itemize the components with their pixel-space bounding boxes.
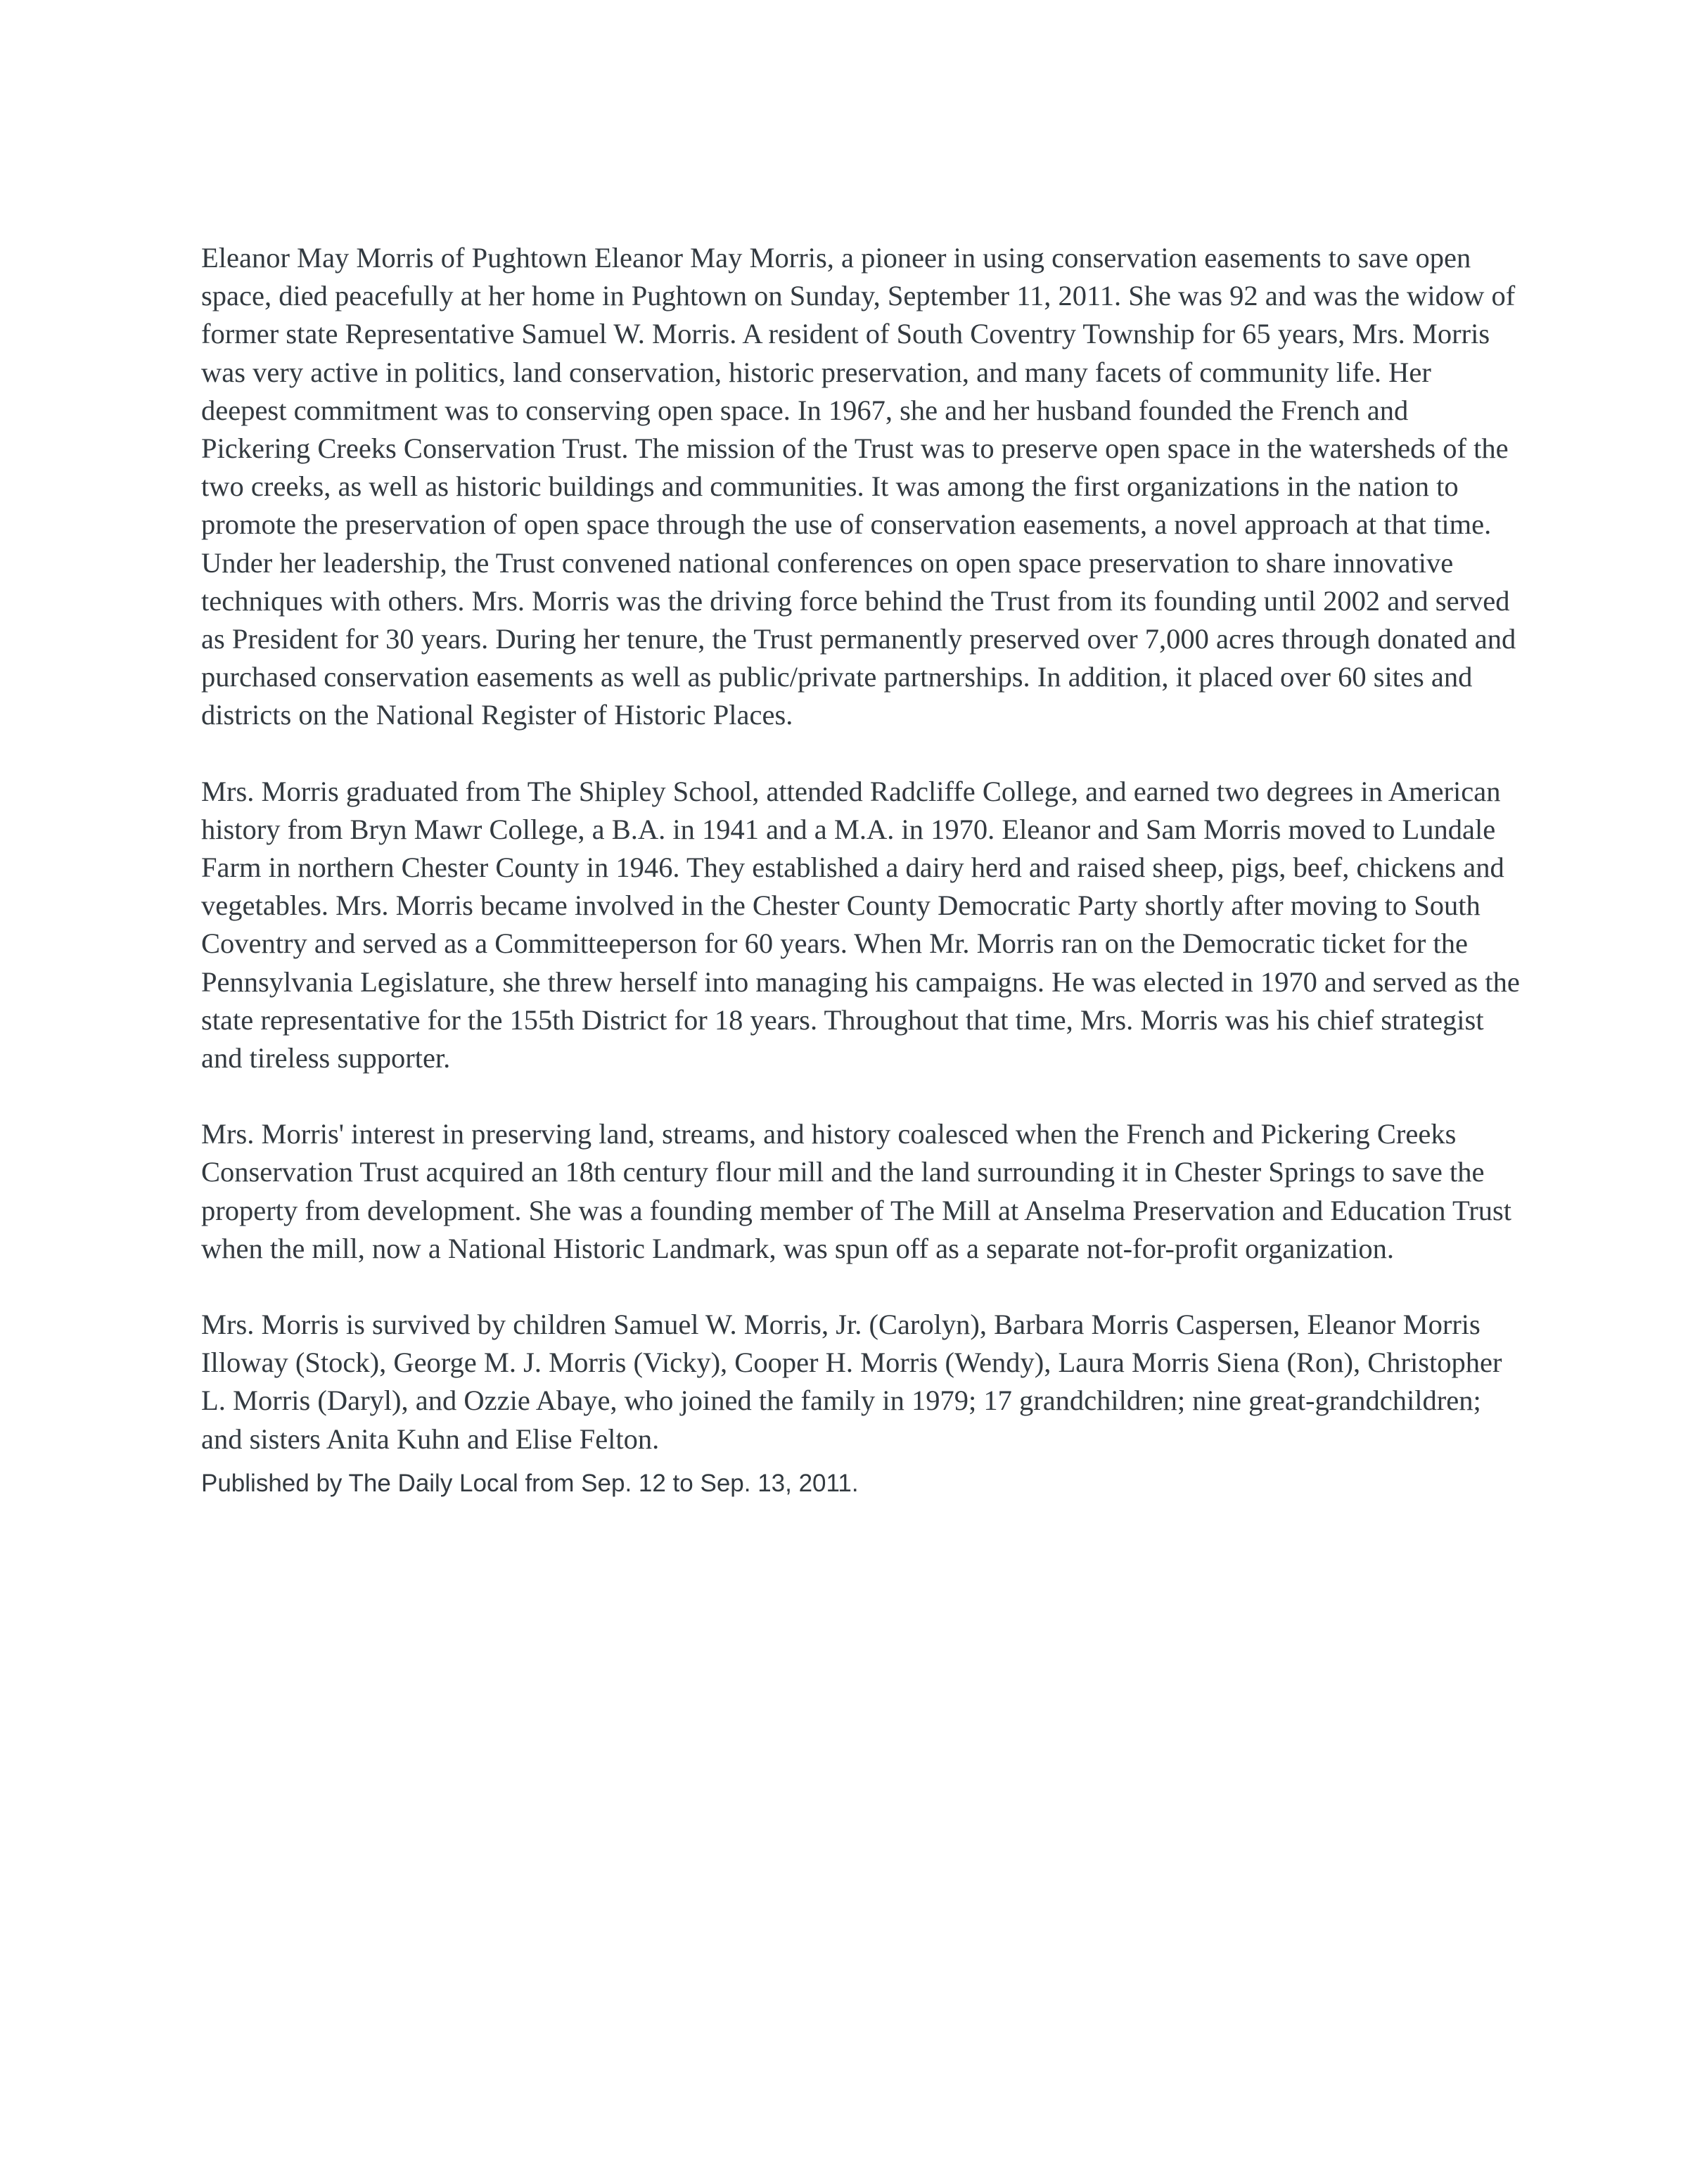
paragraph-intro: Eleanor May Morris of Pughtown Eleanor May Morris, a pioneer in using conservation easements to save open space, died peacefully at her home in Pughtown on Sunday, September 11, 2011. She was 92 and was the widow of former state Representative Samuel W. Morris. A resident of South Coventry Township for 65 years, Mrs. Morris was very active in politics, land conservation, historic preservation, and many facets of community life. Her deepest commitment was to conserving open space. In 1967, she and her husband founded the French and Pickering Creeks Conservation Trust. The mission of the Trust was to preserve open space in the watersheds of the two creeks, as well as historic buildings and communities. It was among the first organizations in the nation to promote the preservation of open space through the use of conservation easements, a novel approach at that time. Under her leadership, the Trust convened national conferences on open space preservation to share innovative techniques with others. Mrs. Morris was the driving force behind the Trust from its founding until 2002 and served as President for 30 years. During her tenure, the Trust permanently preserved over 7,000 acres through donated and purchased conservation easements as well as public/private partnerships. In addition, it placed over 60 sites and districts on the National Register of Historic Places. <box>201 242 1516 731</box>
obituary-body <box>201 239 1523 1499</box>
paragraph-education-politics: Mrs. Morris graduated from The Shipley School, attended Radcliffe College, and earned two degrees in American history from Bryn Mawr College, a B.A. in 1941 and a M.A. in 1970. Eleanor and Sam Morris moved to Lundale Farm in northern Chester County in 1946. They established a dairy herd and raised sheep, pigs, beef, chickens and vegetables. Mrs. Morris became involved in the Chester County Democratic Party shortly after moving to South Coventry and served as a Committeeperson for 60 years. When Mr. Morris ran on the Democratic ticket for the Pennsylvania Legislature, she threw herself into managing his campaigns. He was elected in 1970 and served as the state representative for the 155th District for 18 years. Throughout that time, Mrs. Morris was his chief strategist and tireless supporter. <box>201 775 1520 1074</box>
paragraph-mill-preservation: Mrs. Morris' interest in preserving land, streams, and history coalesced when the French and Pickering Creeks Conservation Trust acquired an 18th century flour mill and the land surrounding it in Chester Springs to save the property from development. She was a founding member of The Mill at Anselma Preservation and Education Trust when the mill, now a National Historic Landmark, was spun off as a separate not-for-profit organization. <box>201 1118 1512 1264</box>
paragraph-survivors: Mrs. Morris is survived by children Samuel W. Morris, Jr. (Carolyn), Barbara Morris Caspersen, Eleanor Morris Illoway (Stock), George M. J. Morris (Vicky), Cooper H. Morris (Wendy), Laura Morris Siena (Ron), Christopher L. Morris (Daryl), and Ozzie Abaye, who joined the family in 1979; 17 grandchildren; nine great-grandchildren; and sisters Anita Kuhn and Elise Felton. <box>201 1309 1502 1455</box>
publication-note: Published by The Daily Local from Sep. 12 to Sep. 13, 2011. <box>201 1469 859 1497</box>
